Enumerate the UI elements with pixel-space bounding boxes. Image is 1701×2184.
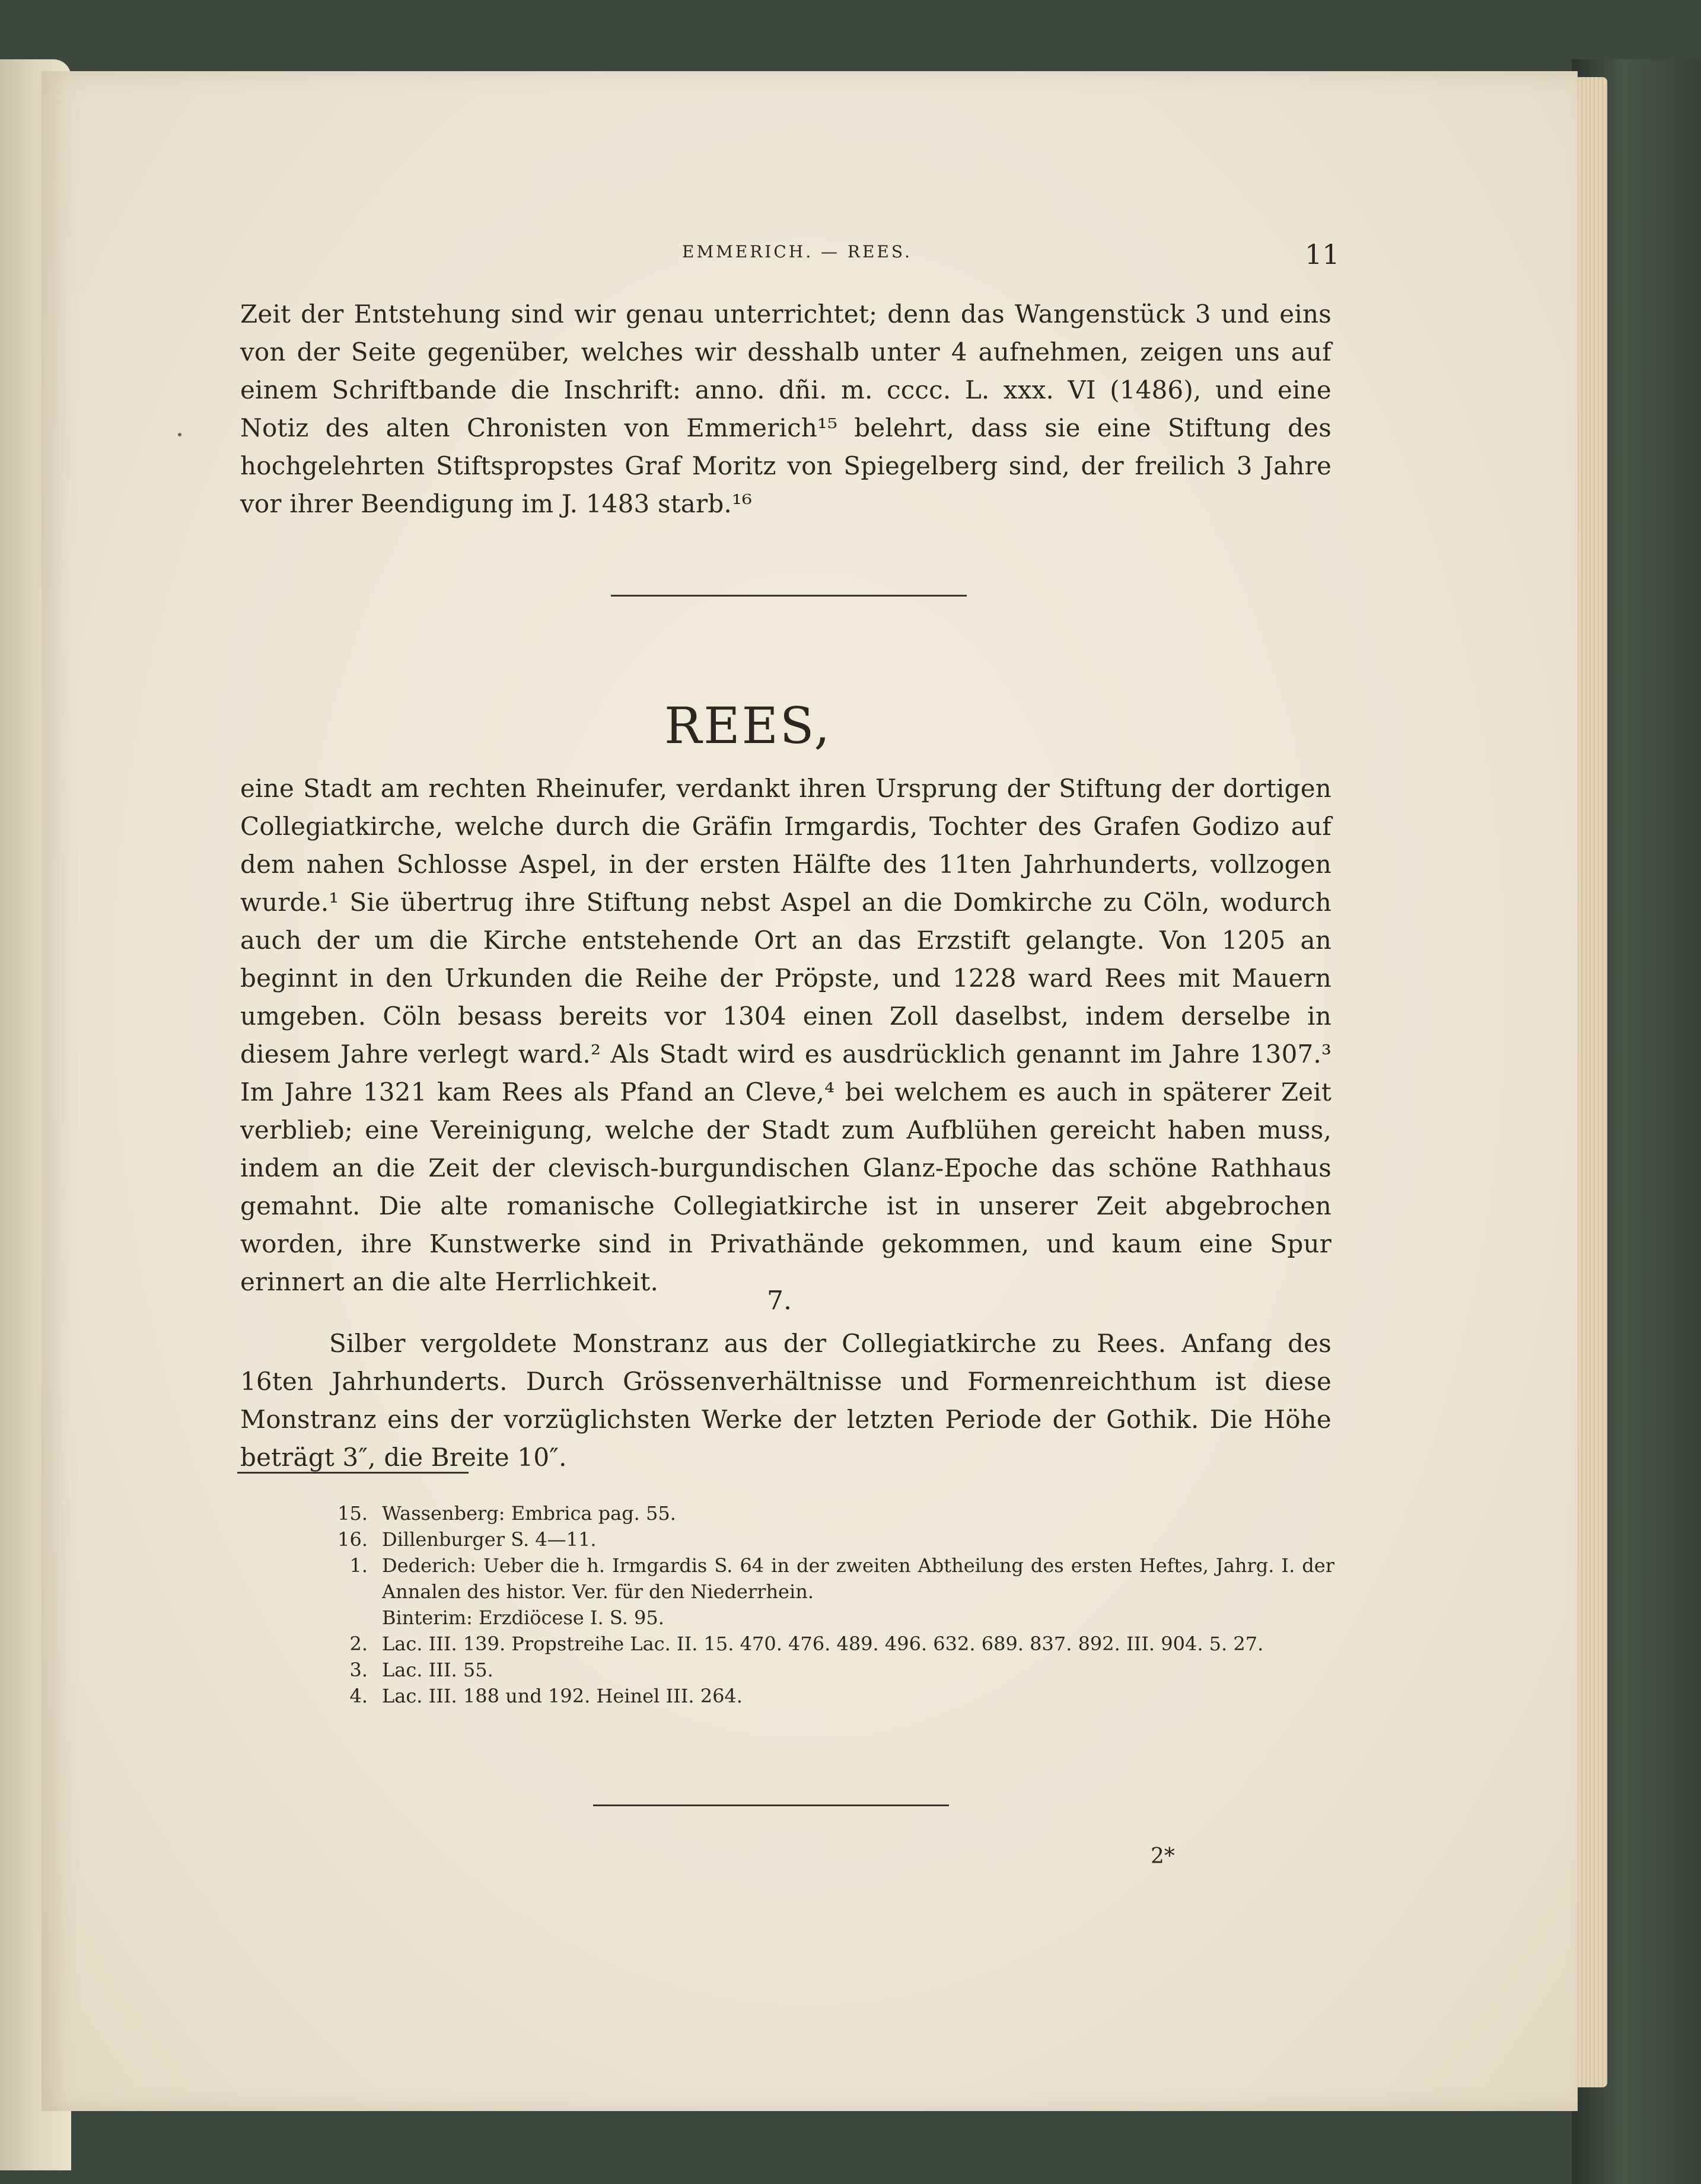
footnote	[320, 1552, 1334, 1605]
footnote-text: Wassenberg: Embrica pag. 55.	[382, 1502, 676, 1525]
footnote-number: 4.	[349, 1685, 368, 1707]
footnote-text: Binterim: Erzdiöcese I. S. 95.	[382, 1606, 664, 1629]
footnote-text: Lac. III. 139. Propstreihe Lac. II. 15. 470. 476. 489. 496. 632. 689. 837. 892. III. 904. 5. 27.	[382, 1633, 1264, 1655]
footnote-number: 15.	[337, 1502, 368, 1525]
item-number: 7.	[767, 1286, 792, 1316]
footnote	[320, 1605, 1334, 1631]
footnote-text: Dederich: Ueber die h. Irmgardis S. 64 in der zweiten Abtheilung des ersten Heftes, Jahrg. I. der Annalen des histor. Ver. für den Niederrhein.	[382, 1554, 1334, 1603]
footnote-text: Dillenburger S. 4—11.	[382, 1528, 597, 1551]
footnote	[320, 1500, 1334, 1526]
footnote-number: 2.	[349, 1633, 368, 1655]
item-paragraph	[240, 1325, 1332, 1477]
footnote	[320, 1631, 1334, 1657]
footnote-number: 16.	[337, 1528, 368, 1551]
page-number: 11	[1305, 238, 1340, 270]
intro-paragraph	[240, 295, 1332, 523]
footnote-text: Lac. III. 188 und 192. Heinel III. 264.	[382, 1685, 743, 1707]
footnote-text: Lac. III. 55.	[382, 1659, 493, 1681]
footnotes	[320, 1500, 1334, 1709]
item-paragraph-text: Silber vergoldete Monstranz aus der Collegiatkirche zu Rees. Anfang des 16ten Jahrhunderts. Durch Grössenverhältnisse und Formenreichthum ist diese Monstranz eins der vorzüglichsten Werke der letzten Periode der Gothik. Die Höhe beträgt 3″, die Breite 10″.	[240, 1329, 1332, 1472]
margin-dot	[178, 433, 181, 436]
signature-mark: 2*	[1151, 1844, 1175, 1869]
footnote	[320, 1683, 1334, 1709]
section-paragraph-text: eine Stadt am rechten Rheinufer, verdankt ihren Ursprung der Stiftung der dortigen Collegiatkirche, welche durch die Gräfin Irmgardis, Tochter des Grafen Godizo auf dem nahen Schlosse Aspel, in der ersten Hälfte des 11ten Jahrhunderts, vollzogen wurde.¹ Sie übertrug ihre Stiftung nebst Aspel an die Domkirche zu Cöln, wodurch auch der um die Kirche entstehende Ort an das Erzstift gelangte. Von 1205 an beginnt in den Urkunden die Reihe der Pröpste, und 1228 ward Rees mit Mauern umgeben. Cöln besass bereits vor 1304 einen Zoll daselbst, indem derselbe in diesem Jahre verlegt ward.² Als Stadt wird es ausdrücklich genannt im Jahre 1307.³ Im Jahre 1321 kam Rees als Pfand an Cleve,⁴ bei welchem es auch in späterer Zeit verblieb; eine Vereinigung, welche der Stadt zum Aufblühen gereicht haben muss, indem an die Zeit der clevisch-burgundischen Glanz-Epoche das schöne Rathhaus gemahnt. Die alte romanische Collegiatkirche ist in unserer Zeit abgebrochen worden, ihre Kunstwerke sind in Privathände gekommen, und kaum eine Spur erinnert an die alte Herrlichkeit.	[240, 774, 1332, 1296]
bottom-divider	[593, 1804, 949, 1806]
footnote-separator	[237, 1472, 469, 1474]
section-paragraph	[240, 770, 1332, 1301]
section-divider	[611, 595, 967, 597]
footnote	[320, 1657, 1334, 1683]
intro-paragraph-text: Zeit der Entstehung sind wir genau unterrichtet; denn das Wangenstück 3 und eins von der Seite gegenüber, welches wir desshalb unter 4 aufnehmen, zeigen uns auf einem Schriftbande die Inschrift: anno. dñi. m. cccc. L. xxx. VI (1486), und eine Notiz des alten Chronisten von Emmerich¹⁵ belehrt, dass sie eine Stiftung des hochgelehrten Stiftspropstes Graf Moritz von Spiegelberg sind, der freilich 3 Jahre vor ihrer Beendigung im J. 1483 starb.¹⁶	[240, 299, 1332, 518]
footnote	[320, 1526, 1334, 1552]
running-head: EMMERICH. — REES.	[682, 242, 912, 262]
footnote-number	[320, 1605, 382, 1631]
footnote-number: 1.	[349, 1554, 368, 1577]
section-heading: REES,	[664, 697, 832, 755]
footnote-number: 3.	[349, 1659, 368, 1681]
